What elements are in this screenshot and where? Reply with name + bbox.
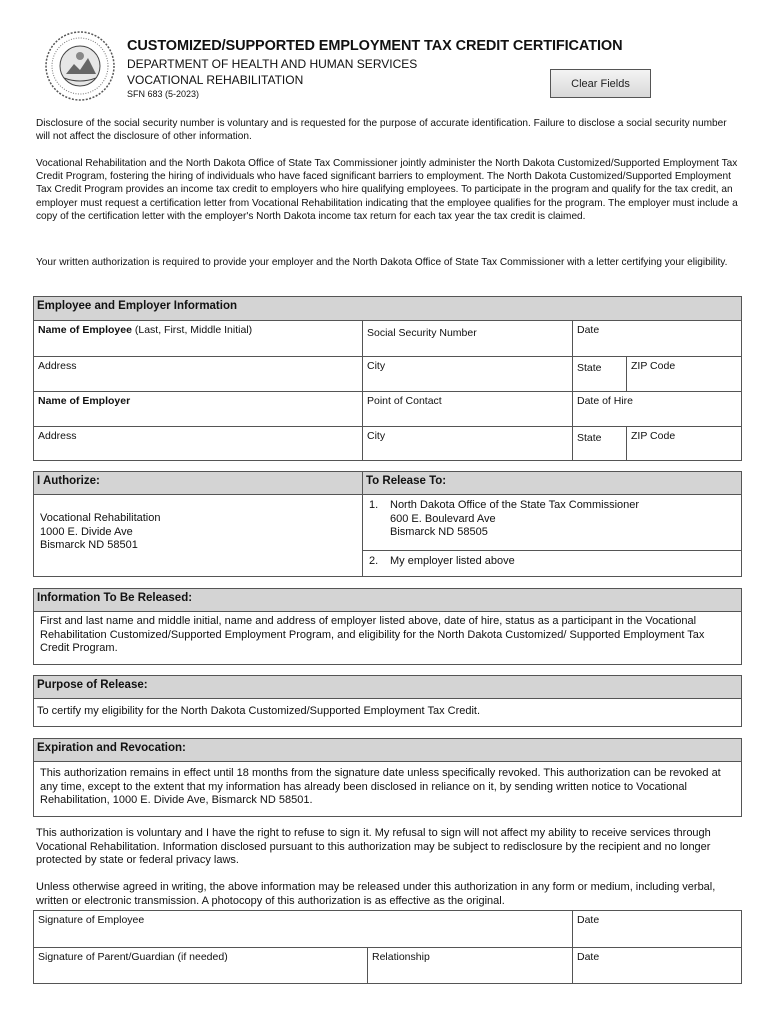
employee-name-field[interactable] — [34, 321, 362, 356]
recipient-1-name: North Dakota Office of the State Tax Commissioner — [390, 499, 640, 511]
information-released-section — [33, 588, 742, 665]
employee-signature-label: Signature of Employee — [38, 914, 145, 926]
hire-date-label: Date of Hire — [577, 395, 634, 407]
division-name: VOCATIONAL REHABILITATION — [127, 73, 304, 87]
signature-section — [33, 910, 742, 984]
section-heading: Employee and Employer Information — [34, 297, 741, 321]
authorized-party-name: Vocational Rehabilitation — [40, 512, 161, 524]
voluntary-authorization-text: This authorization is voluntary and I have the right to refuse to sign it. My refusal to sign will not affect my ability to receive services through Vocational Rehabilitation. Information disclosed pursuant to this authorization may be subject to redisclosure by the recipient and no longer protected by state or federal privacy laws. — [36, 827, 711, 866]
state-label: State — [577, 362, 602, 374]
date-label: Date — [577, 324, 600, 336]
program-description-text: Vocational Rehabilitation and the North Dakota Office of State Tax Commissioner jointly administer the North Dakota Customized/Supported Employment Tax Credit Program, fostering the hiring of individuals who have faced significant barriers to employment. The North Dakota Customized/Supported Employment Tax Credit Program provides an income tax credit to employers who hire qualifying employees. To participate in the program and qualify for the tax credit, an employer must request a certification letter from Vocational Rehabilitation indicating that the employee qualifies for the program. The employer must include a copy of the certification letter with the employer's North Dakota income tax return for each tax year the tax credit is claimed. — [36, 158, 738, 222]
date-of-hire-field[interactable] — [572, 391, 741, 426]
purpose-text: To certify my eligibility for the North Dakota Customized/Supported Employment Tax Credit. — [37, 705, 481, 717]
employee-address-field[interactable] — [34, 356, 362, 391]
information-released-heading: Information To Be Released: — [34, 589, 741, 612]
authorization-required-text: Your written authorization is required to provide your employer and the North Dakota Office of State Tax Commissioner with a letter certifying your eligibility. — [36, 257, 728, 268]
employee-employer-section — [33, 296, 742, 461]
authorized-party-street: 1000 E. Divide Ave — [40, 525, 133, 538]
authorize-heading: I Authorize: — [34, 472, 363, 495]
employee-name-label: Name of Employee — [38, 324, 132, 336]
form-title: CUSTOMIZED/SUPPORTED EMPLOYMENT TAX CREDIT CERTIFICATION — [127, 38, 623, 54]
ssn-disclosure-text: Disclosure of the social security number is voluntary and is requested for the purpose of accurate identification. Failure to disclose a social security number will not affect the disclosure of other information. — [36, 118, 727, 143]
form-number: SFN 683 (5-2023) — [127, 89, 200, 99]
recipient-1-street: 600 E. Boulevard Ave — [390, 512, 496, 525]
purpose-section — [33, 675, 742, 727]
employee-zip-field[interactable] — [626, 356, 741, 391]
expiration-heading: Expiration and Revocation: — [34, 739, 741, 762]
employer-city-field[interactable] — [362, 426, 572, 460]
contact-label: Point of Contact — [367, 395, 442, 407]
item-number: 2. — [369, 555, 379, 567]
release-to-heading: To Release To: — [363, 472, 741, 495]
guardian-signature-label: Signature of Parent/Guardian (if needed) — [38, 951, 228, 963]
department-name: DEPARTMENT OF HEALTH AND HUMAN SERVICES — [127, 57, 418, 71]
state-seal-icon — [44, 30, 116, 102]
employer-name-field[interactable] — [34, 391, 362, 426]
purpose-heading: Purpose of Release: — [34, 676, 741, 699]
zip-label: ZIP Code — [631, 430, 676, 442]
zip-label: ZIP Code — [631, 360, 676, 372]
relationship-label: Relationship — [372, 951, 430, 963]
employee-signature-date-field[interactable] — [572, 911, 741, 947]
expiration-section — [33, 738, 742, 817]
release-recipient-1 — [363, 495, 741, 550]
employer-name-label: Name of Employer — [38, 395, 131, 407]
information-released-text: First and last name and middle initial, name and address of employer listed above, date of hire, status as a participant in the Vocational Rehabilitation Customized/Supported Employment Program, and eligibility for the North Dakota Customized/ Supported Employment Tax Credit Program. — [40, 615, 705, 654]
employer-state-field[interactable] — [572, 426, 626, 460]
release-recipient-2 — [363, 550, 741, 576]
authorized-party-city: Bismarck ND 58501 — [40, 539, 138, 551]
employer-zip-field[interactable] — [626, 426, 741, 460]
state-label: State — [577, 432, 602, 444]
relationship-field[interactable] — [367, 947, 572, 983]
date-label: Date — [577, 951, 600, 963]
date-label: Date — [577, 914, 600, 926]
employee-city-field[interactable] — [362, 356, 572, 391]
guardian-signature-field[interactable] — [34, 947, 367, 983]
clear-fields-button[interactable]: Clear Fields — [550, 69, 651, 98]
address-label: Address — [38, 360, 77, 372]
address-label: Address — [38, 430, 77, 442]
recipient-2-name: My employer listed above — [390, 555, 515, 567]
guardian-signature-date-field[interactable] — [572, 947, 741, 983]
authorization-section — [33, 471, 742, 577]
item-number: 1. — [369, 499, 379, 511]
employee-signature-field[interactable] — [34, 911, 572, 947]
point-of-contact-field[interactable] — [362, 391, 572, 426]
employee-name-hint: (Last, First, Middle Initial) — [131, 324, 253, 336]
date-field[interactable] — [572, 321, 741, 356]
ssn-field[interactable] — [362, 321, 572, 356]
employee-state-field[interactable] — [572, 356, 626, 391]
release-medium-text: Unless otherwise agreed in writing, the above information may be released under this authorization in any form or medium, including verbal, written or electronic transmission. A photocopy of this authorization is as effective as the original. — [36, 881, 716, 907]
recipient-1-city: Bismarck ND 58505 — [390, 526, 488, 538]
ssn-label: Social Security Number — [367, 327, 477, 339]
authorized-party — [34, 495, 363, 576]
city-label: City — [367, 430, 386, 442]
employer-address-field[interactable] — [34, 426, 362, 460]
expiration-text: This authorization remains in effect until 18 months from the signature date unless specifically revoked. This authorization can be revoked at any time, except to the extent that my information has already been disclosed in reliance on it, by sending written notice to Vocational Rehabilitation, 1000 E. Divide Ave, Bismarck ND 58501. — [40, 767, 721, 806]
city-label: City — [367, 360, 386, 372]
